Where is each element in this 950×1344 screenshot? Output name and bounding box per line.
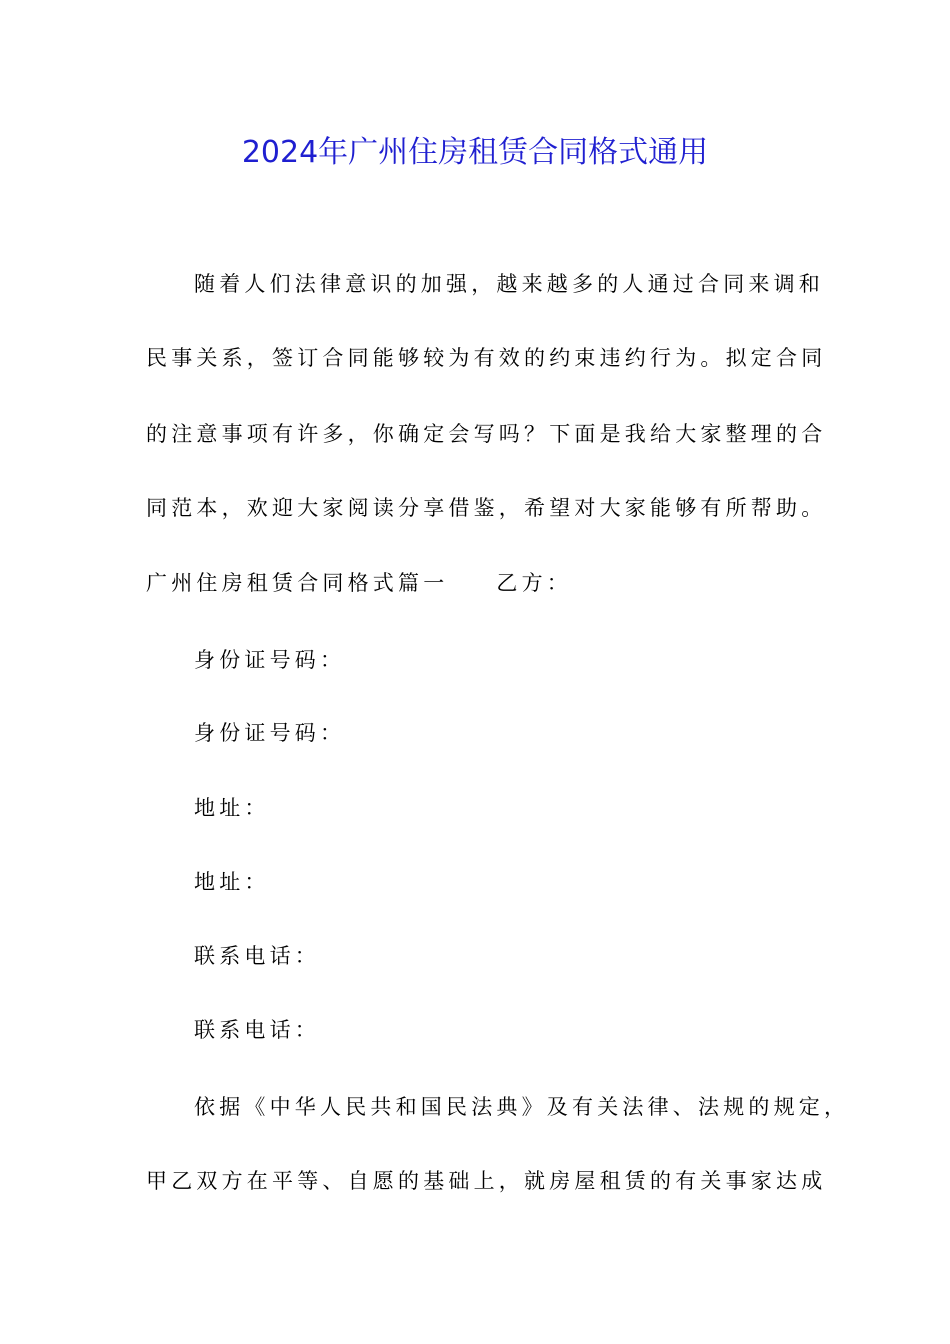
field-id-number-1: 身份证号码： [194,648,346,672]
section-heading: 广州住房租赁合同格式篇一 [146,571,449,595]
intro-line-3: 的注意事项有许多，你确定会写吗？下面是我给大家整理的合 [146,422,827,446]
body-line-1: 依据《中华人民共和国民法典》及有关法律、法规的规定， [194,1095,850,1119]
intro-line-2: 民事关系，签订合同能够较为有效的约束违约行为。拟定合同 [146,346,827,370]
intro-line-1: 随着人们法律意识的加强，越来越多的人通过合同来调和 [194,272,824,296]
field-address-2: 地址： [194,870,270,894]
party-b-label: 乙方： [496,571,573,595]
intro-line-4: 同范本，欢迎大家阅读分享借鉴，希望对大家能够有所帮助。 [146,496,827,520]
field-phone-2: 联系电话： [194,1018,320,1042]
field-address-1: 地址： [194,796,270,820]
section-heading-line [146,567,572,599]
field-phone-1: 联系电话： [194,944,320,968]
document-title: 2024年广州住房租赁合同格式通用 [241,135,709,170]
body-line-2: 甲乙双方在平等、自愿的基础上，就房屋租赁的有关事家达成 [146,1169,827,1193]
field-id-number-2: 身份证号码： [194,721,346,745]
